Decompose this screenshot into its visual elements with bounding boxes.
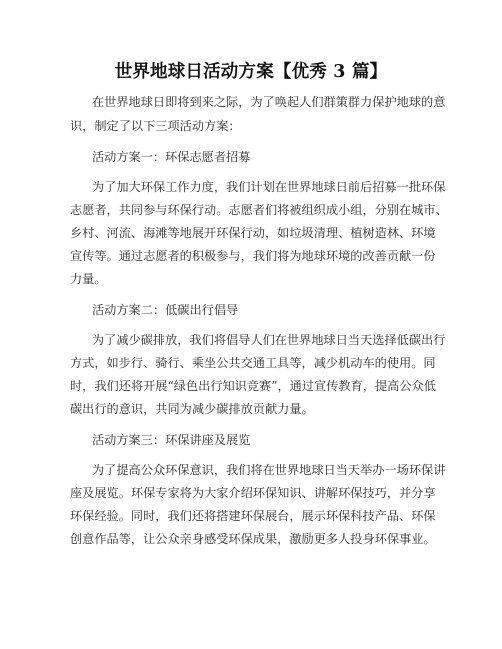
paragraph-line: 宣传等。通过志愿者的积极参与，我们将为地球环境的改善贡献一份 <box>70 249 436 263</box>
paragraph-line: 环保经验。同时，我们还将搭建环保展台，展示环保科技产品、环保 <box>70 509 436 523</box>
paragraph-line: 在世界地球日即将到来之际，为了唤起人们群策群力保护地球的意 <box>92 95 446 109</box>
document-title: 世界地球日活动方案【优秀 3 篇】 <box>114 62 388 82</box>
paragraph-line: 时，我们还将开展“绿色出行知识竞赛”，通过宣传教育，提高公众低 <box>70 379 436 393</box>
paragraph-line: 为了加大环保工作力度，我们计划在世界地球日前后招募一批环保 <box>92 180 446 194</box>
paragraph-line: 识，制定了以下三项活动方案： <box>70 119 241 133</box>
paragraph-line: 碳出行的意识，共同为减少碳排放贡献力量。 <box>70 402 314 416</box>
paragraph-line: 方式，如步行、骑行、乘坐公共交通工具等，减少机动车的使用。同 <box>70 356 436 370</box>
paragraph-line: 力量。 <box>70 272 107 286</box>
section-heading: 活动方案三：环保讲座及展览 <box>92 433 251 447</box>
paragraph-line: 为了提高公众环保意识，我们将在世界地球日当天举办一场环保讲 <box>92 463 446 477</box>
paragraph-line: 志愿者，共同参与环保行动。志愿者们将被组织成小组，分别在城市、 <box>70 203 448 217</box>
paragraph-line: 为了减少碳排放，我们将倡导人们在世界地球日当天选择低碳出行 <box>92 333 446 347</box>
section-heading: 活动方案二：低碳出行倡导 <box>92 303 239 317</box>
paragraph-line: 乡村、河流、海滩等地展开环保行动，如垃圾清理、植树造林、环境 <box>70 226 436 240</box>
paragraph-line: 创意作品等，让公众亲身感受环保成果，激励更多人投身环保事业。 <box>70 532 436 546</box>
section-heading: 活动方案一：环保志愿者招募 <box>92 150 251 164</box>
paragraph-line: 座及展览。环保专家将为大家介绍环保知识、讲解环保技巧，并分享 <box>70 486 436 500</box>
